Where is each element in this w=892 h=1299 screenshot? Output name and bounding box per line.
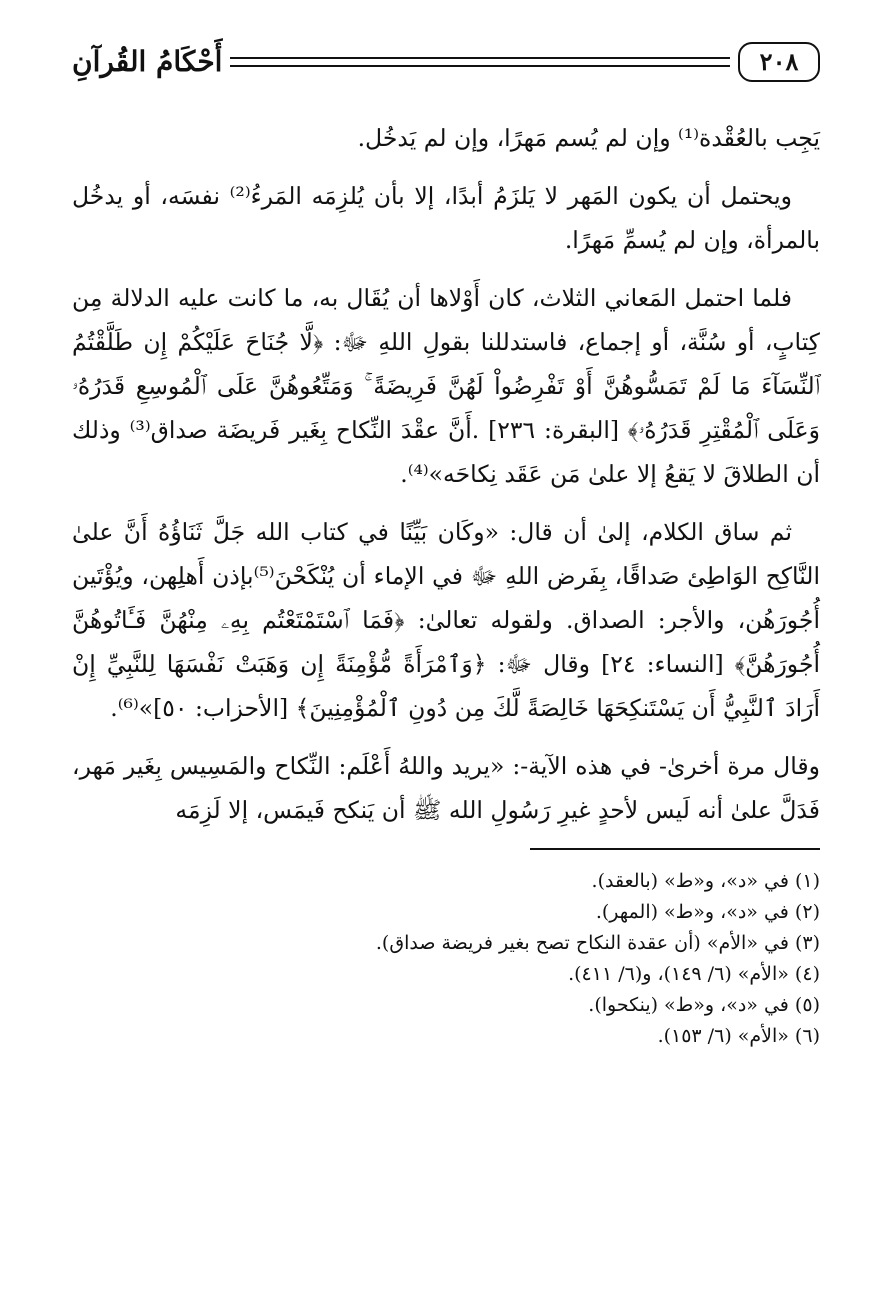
paragraph-5: وقال مرة أخرىٰ- في هذه الآية-: «يريد واللهُ أَعْلَم: النِّكاح والمَسِيس بِغَير مَهر، فَدَلَّ علىٰ أنه لَيس لأحدٍ غيرِ رَسُولِ الله ﷺ أن يَنكح فَيمَس، إلا لَزِمَه: [72, 752, 820, 824]
paragraph-3: فلما احتمل المَعاني الثلاث، كان أَوْلاها أن يُقَال به، ما كانت عليه الدلالة مِن كِتابٍ، أو سُنَّة، أو إجماع، فاستدللنا بقولِ اللهِ ﷻ: ﴿لَّا جُنَاحَ عَلَيْكُمْ إِن طَلَّقْتُمُ ٱلنِّسَآءَ مَا لَمْ تَمَسُّوهُنَّ أَوْ تَفْرِضُواْ لَهُنَّ فَرِيضَةً ۚ وَمَتِّعُوهُنَّ عَلَى ٱلْمُوسِعِ قَدَرُهُۥ وَعَلَى ٱلْمُقْتِرِ قَدَرُهُۥ﴾ [البقرة: ٢٣٦] .أَنَّ عقْدَ النِّكاح بِغَير فَريضَة صداق⁽³⁾ وذلك أن الطلاقَ لا يَقعُ إلا علىٰ مَن عَقَد نِكاحَه»⁽⁴⁾.: [72, 284, 820, 488]
footnote-5: (٥) في «د»، و«ط» (ينكحوا).: [588, 994, 820, 1016]
footnote-6: (٦) «الأم» (٦/ ١٥٣).: [657, 1025, 820, 1047]
footnote-separator: [530, 848, 820, 850]
footnotes: [72, 866, 820, 1052]
book-page: [72, 38, 820, 1052]
footnote-4: (٤) «الأم» (٦/ ١٤٩)، و(٦/ ٤١١).: [568, 963, 820, 985]
main-text: [72, 116, 820, 832]
header-rule: [230, 57, 730, 67]
paragraph-1: يَجِب بالعُقْدة⁽¹⁾ وإن لم يُسم مَهرًا، وإن لم يَدخُل.: [357, 124, 820, 152]
running-title: أَحْكَامُ القُرآنِ: [72, 45, 223, 78]
footnote-2: (٢) في «د»، و«ط» (المهر).: [595, 901, 820, 923]
footnote-1: (١) في «د»، و«ط» (بالعقد).: [591, 870, 820, 892]
footnote-3: (٣) في «الأم» (أن عقدة النكاح تصح بغير فريضة صداق).: [375, 932, 820, 954]
page-number: ٢٠٨: [738, 42, 820, 82]
paragraph-2: ويحتمل أن يكون المَهر لا يَلزَمُ أبدًا، إلا بأن يُلزِمَه المَرءُ⁽²⁾ نفسَه، أو يدخُل بالمرأة، وإن لم يُسمِّ مَهرًا.: [72, 182, 820, 254]
running-header: [72, 38, 820, 86]
paragraph-4: ثم ساق الكلام، إلىٰ أن قال: «وكَان بَيِّنًا في كتاب الله جَلَّ ثَنَاؤُهُ أَنَّ علىٰ النَّاكِح الوَاطِئ صَداقًا، بِفَرض اللهِ ﷻ في الإماء أن يُنْكَحْنَ⁽⁵⁾بإذن أَهلِهن، ويُؤْتَين أُجُورَهُن، والأجر: الصداق. ولقوله تعالىٰ: ﴿فَمَا ٱسْتَمْتَعْتُم بِهِۦ مِنْهُنَّ فَـَٔاتُوهُنَّ أُجُورَهُنَّ﴾ [النساء: ٢٤] وقال ﷻ: ﴿وَٱمْرَأَةً مُّؤْمِنَةً إِن وَهَبَتْ نَفْسَهَا لِلنَّبِيِّ إِنْ أَرَادَ ٱلنَّبِيُّ أَن يَسْتَنكِحَهَا خَالِصَةً لَّكَ مِن دُونِ ٱلْمُؤْمِنِينَ﴾ [الأحزاب: ٥٠]»⁽⁶⁾.: [72, 518, 821, 722]
